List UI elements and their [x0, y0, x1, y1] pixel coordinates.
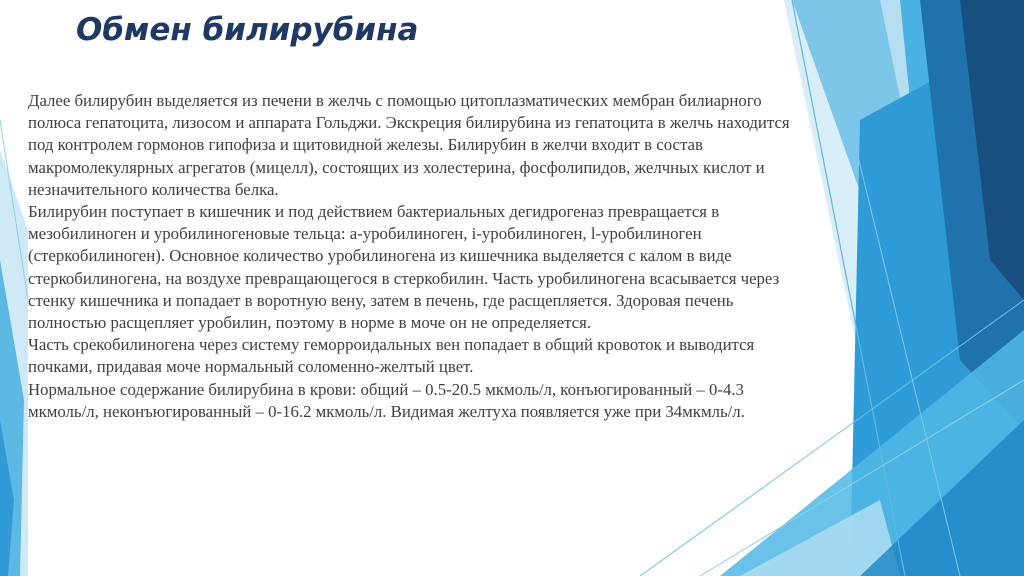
paragraph-normal-levels: Нормальное содержание билирубина в крови: общий – 0.5-20.5 мкмоль/л, конъюгированный – 0-4.3 мкмоль/л, неконъюгированный – 0-16.2 мкмоль/л. Видимая желтуха появляется уже при 34мкмль/л. — [28, 379, 745, 421]
paragraph-urine-color: Часть срекобилиногена через систему геморроидальных вен попадает в общий кровоток и выводится почками, придавая моче нормальный соломенно-желтый цвет. — [28, 335, 755, 377]
slide-body-text — [28, 90, 798, 423]
paragraph-bile-excretion: Далее билирубин выделяется из печени в желчь с помощью цитоплазматических мембран билиарного полюса гепатоцита, лизосом и аппарата Гольджи. Экскреция билирубина из гепатоцита в желчь находится под контролем гормонов гипофиза и щитовидной железы. Билирубин в желчи входит в состав макромолекулярных агрегатов (мицелл), состоящих из холестерина, фосфолипидов, желчных кислот и незначительного количества белка. — [28, 91, 790, 199]
paragraph-intestine-conversion: Билирубин поступает в кишечник и под действием бактериальных дегидрогеназ превращается в мезобилиноген и уробилиногеновые тельца: a-уробилиноген, i-уробилиноген, l-уробилиноген (стеркобилиноген). Основное количество уробилиногена из кишечника выделяется с калом в виде стеркобилиногена, на воздухе превращающегося в стеркобилин. Часть уробилиногена всасывается через стенку кишечника и попадает в воротную вену, затем в печень, где расщепляется. Здоровая печень полностью расщепляет уробилин, поэтому в норме в моче он не определяется. — [28, 202, 780, 333]
slide-title: Обмен билирубина — [76, 12, 419, 48]
